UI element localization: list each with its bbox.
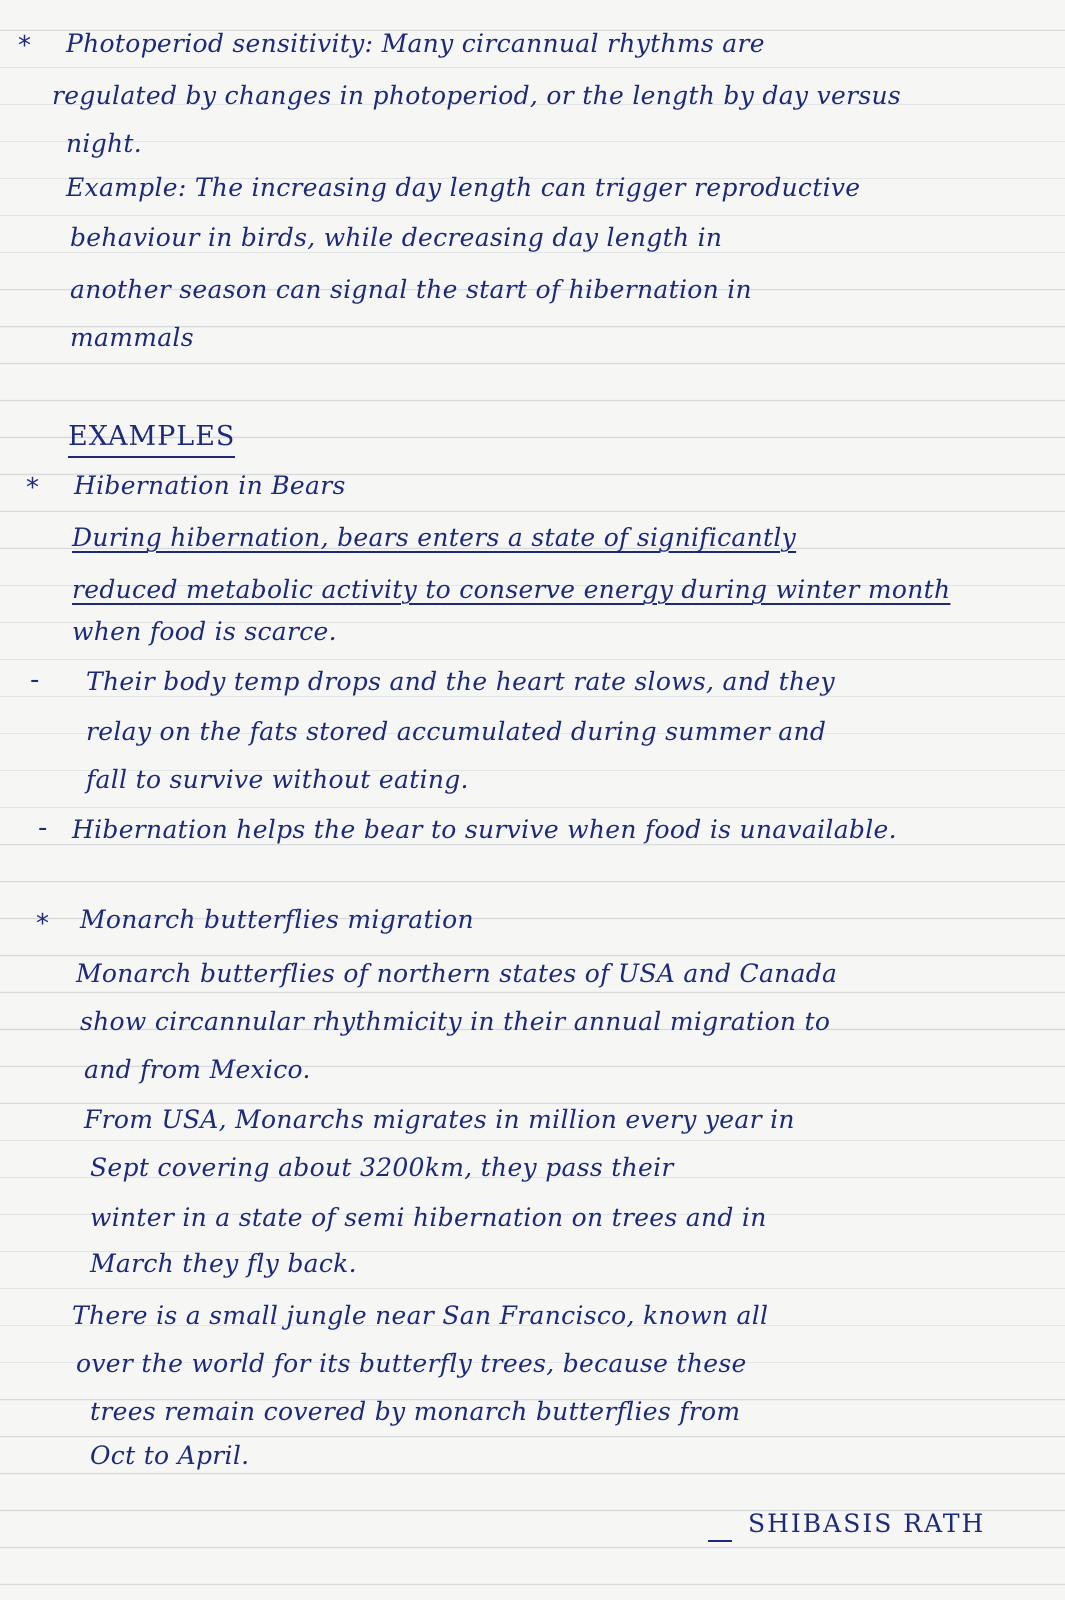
monarch-line-11: Oct to April. [90,1441,250,1470]
bears-line-2: reduced metabolic activity to conserve energy during winter month [72,575,951,604]
bears-line-4: Their body temp drops and the heart rate slows, and they [86,667,835,696]
photoperiod-line-2: regulated by changes in photoperiod, or the length by day versus [52,81,901,110]
signature-dash [708,1540,732,1542]
photoperiod-example-line: Example: The increasing day length can trigger reproductive [66,173,861,202]
monarch-title: Monarch butterflies migration [80,905,474,934]
bears-line-7: Hibernation helps the bear to survive when food is unavailable. [72,815,897,844]
star-bullet-icon: * [36,909,49,939]
bears-line-6: fall to survive without eating. [86,765,469,794]
bears-line-1: During hibernation, bears enters a state of significantly [72,523,797,552]
signature: SHIBASIS RATH [748,1509,986,1538]
monarch-line-6: winter in a state of semi hibernation on trees and in [90,1203,767,1232]
monarch-line-9: over the world for its butterfly trees, because these [76,1349,747,1378]
monarch-line-7: March they fly back. [90,1249,357,1278]
examples-heading: EXAMPLES [68,420,235,458]
monarch-line-8: There is a small jungle near San Francisco, known all [72,1301,769,1330]
dash-bullet-icon: - [38,813,48,843]
photoperiod-line-5: behaviour in birds, while decreasing day length in [70,223,723,252]
photoperiod-line-7: mammals [70,323,194,352]
bears-title: Hibernation in Bears [74,471,346,500]
monarch-line-10: trees remain covered by monarch butterflies from [90,1397,741,1426]
bears-line-3: when food is scarce. [72,617,337,646]
star-bullet-icon: * [18,31,31,61]
photoperiod-line-3: night. [66,129,142,158]
monarch-line-4: From USA, Monarchs migrates in million every year in [84,1105,795,1134]
photoperiod-line-1: Photoperiod sensitivity: Many circannual rhythms are [66,29,765,58]
dash-bullet-icon: - [30,665,40,695]
star-bullet-icon: * [26,473,39,503]
monarch-line-5: Sept covering about 3200km, they pass their [90,1153,674,1182]
monarch-line-1: Monarch butterflies of northern states of USA and Canada [76,959,838,988]
photoperiod-line-6: another season can signal the start of hibernation in [70,275,752,304]
bears-line-5: relay on the fats stored accumulated during summer and [86,717,827,746]
monarch-line-3: and from Mexico. [84,1055,311,1084]
monarch-line-2: show circannular rhythmicity in their annual migration to [80,1007,831,1036]
